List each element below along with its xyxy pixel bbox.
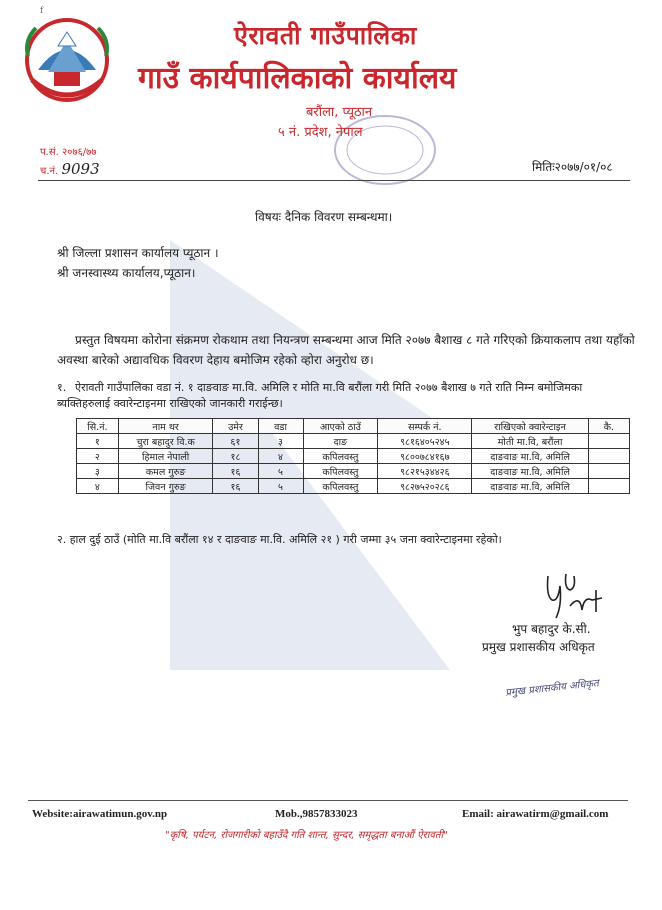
table-row <box>77 464 630 479</box>
item-1 <box>57 380 637 412</box>
letter-subject: विषयः दैनिक विवरण सम्बन्धमा। <box>255 210 393 224</box>
office-title: गाउँ कार्यपालिकाको कार्यालय <box>138 61 457 96</box>
dispatch-number-row <box>40 160 100 178</box>
header-divider <box>38 180 630 181</box>
table-row <box>77 479 630 494</box>
recipient-1: श्री जिल्ला प्रशासन कार्यालय प्यूठान । <box>57 246 219 260</box>
footer-website[interactable]: Website:airawatimun.gov.np <box>32 808 168 820</box>
column-header: सि.नं. <box>77 419 119 434</box>
cell-ward: ३ <box>258 434 303 449</box>
address-line-1: बरौंला, प्यूठान <box>306 105 373 120</box>
cell-origin: कपिलवस्तु <box>303 449 378 464</box>
cell-remarks <box>588 479 629 494</box>
cell-contact: ९८२१५३४४२६ <box>378 464 472 479</box>
cell-origin: कपिलवस्तु <box>303 464 378 479</box>
designation-stamp: प्रमुख प्रशासकीय अधिकृत <box>504 678 600 699</box>
column-header: राखिएको क्वारेन्टाइन <box>472 419 589 434</box>
cell-age: ६१ <box>213 434 258 449</box>
signer-title: प्रमुख प्रशासकीय अधिकृत <box>482 640 595 654</box>
quarantine-table <box>76 418 630 494</box>
cell-sn: ४ <box>77 479 119 494</box>
footer-slogan: "कृषि, पर्यटन, रोजगारीको बहाउँदै गति शान्त, सुन्दर, समृद्धता बनाऔं ऐरावती" <box>165 830 448 841</box>
cell-sn: ३ <box>77 464 119 479</box>
item-1-number: १. <box>57 381 67 394</box>
cell-ward: ५ <box>258 464 303 479</box>
cell-contact: ९८००७८४१६७ <box>378 449 472 464</box>
column-header: उमेर <box>213 419 258 434</box>
cell-origin: दाङ <box>303 434 378 449</box>
cell-remarks <box>588 434 629 449</box>
cell-ward: ५ <box>258 479 303 494</box>
column-header: वडा <box>258 419 303 434</box>
handwritten-signature <box>540 566 610 622</box>
cell-name: चुरा बहादुर वि.क <box>118 434 213 449</box>
table-header-row <box>77 419 630 434</box>
dispatch-label: च.नं. <box>40 166 59 177</box>
cell-age: १८ <box>213 449 258 464</box>
corner-mark: f <box>40 6 43 15</box>
cell-name: जिवन गुरुङ <box>118 479 213 494</box>
cell-name: हिमाल नेपाली <box>118 449 213 464</box>
column-header: आएको ठाउँ <box>303 419 378 434</box>
item-1-text: ऐरावती गाउँपालिका वडा नं. १ दाङवाङ मा.वि. अमिलि र मोति मा.वि बरौंला गरी मिति २०७७ बैशाख ७ गते राति निम्न बमोजिमका ब्यक्तिहरुलाई क्वारेन्टाइनमा राखिएको जानकारी गराईन्छ। <box>57 381 583 410</box>
recipient-2: श्री जनस्वास्थ्य कार्यालय,प्यूठान। <box>57 266 196 280</box>
cell-age: १६ <box>213 479 258 494</box>
cell-sn: २ <box>77 449 119 464</box>
cell-name: कमल गुरुङ <box>118 464 213 479</box>
cell-quarantine: दाङवाङ मा.वि, अमिलि <box>472 449 589 464</box>
column-header: कै. <box>588 419 629 434</box>
cell-quarantine: मोती मा.वि, बरौंला <box>472 434 589 449</box>
letter-body: प्रस्तुत विषयमा कोरोना संक्रमण रोकथाम तथा नियन्त्रण सम्बन्धमा आज मिति २०७७ बैशाख ८ गते गरिएको क्रियाकलाप तथा यहाँको अवस्था बारेको अद्यावधिक विवरण देहाय बमोजिम रहेको व्होरा अनुरोध छ। <box>57 333 635 367</box>
dispatch-number: 9093 <box>61 160 100 178</box>
column-header: नाम थर <box>118 419 213 434</box>
government-emblem-icon <box>18 10 116 106</box>
item-2: २. हाल दुई ठाउँ (मोति मा.वि बरौंला १४ र दाङवाङ मा.वि. अमिलि २१ ) गरी जम्मा ३५ जना क्वारेन्टाइनमा रहेको। <box>57 533 502 546</box>
cell-sn: १ <box>77 434 119 449</box>
cell-remarks <box>588 449 629 464</box>
cell-contact: ९८१६४०५२४५ <box>378 434 472 449</box>
cell-contact: ९८२७५२०२८६ <box>378 479 472 494</box>
reference-number: प.सं. २०७६/७७ <box>40 147 97 158</box>
cell-ward: ४ <box>258 449 303 464</box>
letter-date: मितिः२०७७/०१/०८ <box>532 160 613 174</box>
column-header: सम्पर्क नं. <box>378 419 472 434</box>
table-row <box>77 434 630 449</box>
office-name: ऐरावती गाउँपालिका <box>234 21 417 50</box>
footer-divider <box>28 800 628 801</box>
cell-remarks <box>588 464 629 479</box>
cell-quarantine: दाङवाङ मा.वि, अमिलि <box>472 464 589 479</box>
footer-email[interactable]: Email: airawatirm@gmail.com <box>462 808 609 820</box>
address-line-2: ५ नं. प्रदेश, नेपाल <box>278 125 363 140</box>
cell-origin: कपिलवस्तु <box>303 479 378 494</box>
cell-age: १६ <box>213 464 258 479</box>
table-row <box>77 449 630 464</box>
cell-quarantine: दाङवाङ मा.वि, अमिलि <box>472 479 589 494</box>
signer-name: भुप बहादुर के.सी. <box>512 622 591 636</box>
footer-mobile: Mob.,9857833023 <box>275 808 358 820</box>
